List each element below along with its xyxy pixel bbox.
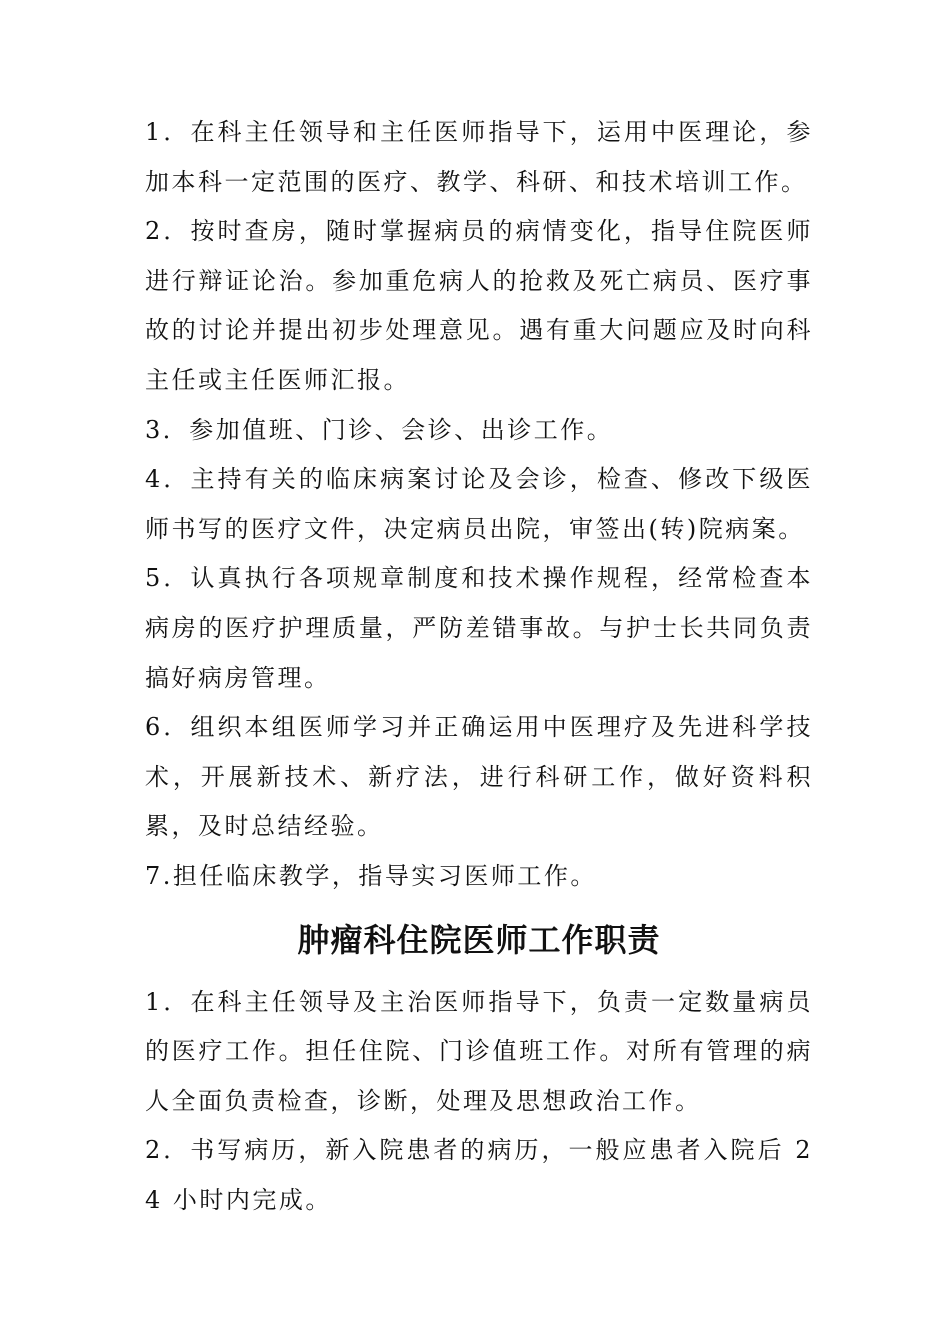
duty-item-2: 2．按时查房，随时掌握病员的病情变化，指导住院医师进行辩证论治。参加重危病人的抢救及死亡病员、医疗事故的讨论并提出初步处理意见。遇有重大问题应及时向科主任或主任医师汇报。 (145, 217, 813, 394)
duty-item-6: 6．组织本组医师学习并正确运用中医理疗及先进科学技术，开展新技术、新疗法，进行科研工作，做好资料积累，及时总结经验。 (145, 713, 813, 841)
duty-item-5: 5．认真执行各项规章制度和技术操作规程，经常检查本病房的医疗护理质量，严防差错事故。与护士长共同负责搞好病房管理。 (145, 564, 813, 692)
section-title: 肿瘤科住院医师工作职责 (297, 920, 661, 959)
duty-item-4: 4．主持有关的临床病案讨论及会诊，检查、修改下级医师书写的医疗文件，决定病员出院，审签出(转)院病案。 (145, 465, 813, 543)
resident-duty-item-1: 1．在科主任领导及主治医师指导下，负责一定数量病员的医疗工作。担任住院、门诊值班工作。对所有管理的病人全面负责检查，诊断，处理及思想政治工作。 (145, 987, 813, 1115)
duty-item-7: 7.担任临床教学，指导实习医师工作。 (145, 861, 597, 890)
duty-item-1: 1．在科主任领导和主任医师指导下，运用中医理论，参加本科一定范围的医疗、教学、科研、和技术培训工作。 (145, 118, 813, 196)
duty-item-3: 3．参加值班、门诊、会诊、出诊工作。 (145, 415, 614, 444)
document-body (145, 108, 813, 1225)
resident-duty-item-2: 2．书写病历，新入院患者的病历，一般应患者入院后 24 小时内完成。 (145, 1136, 813, 1214)
